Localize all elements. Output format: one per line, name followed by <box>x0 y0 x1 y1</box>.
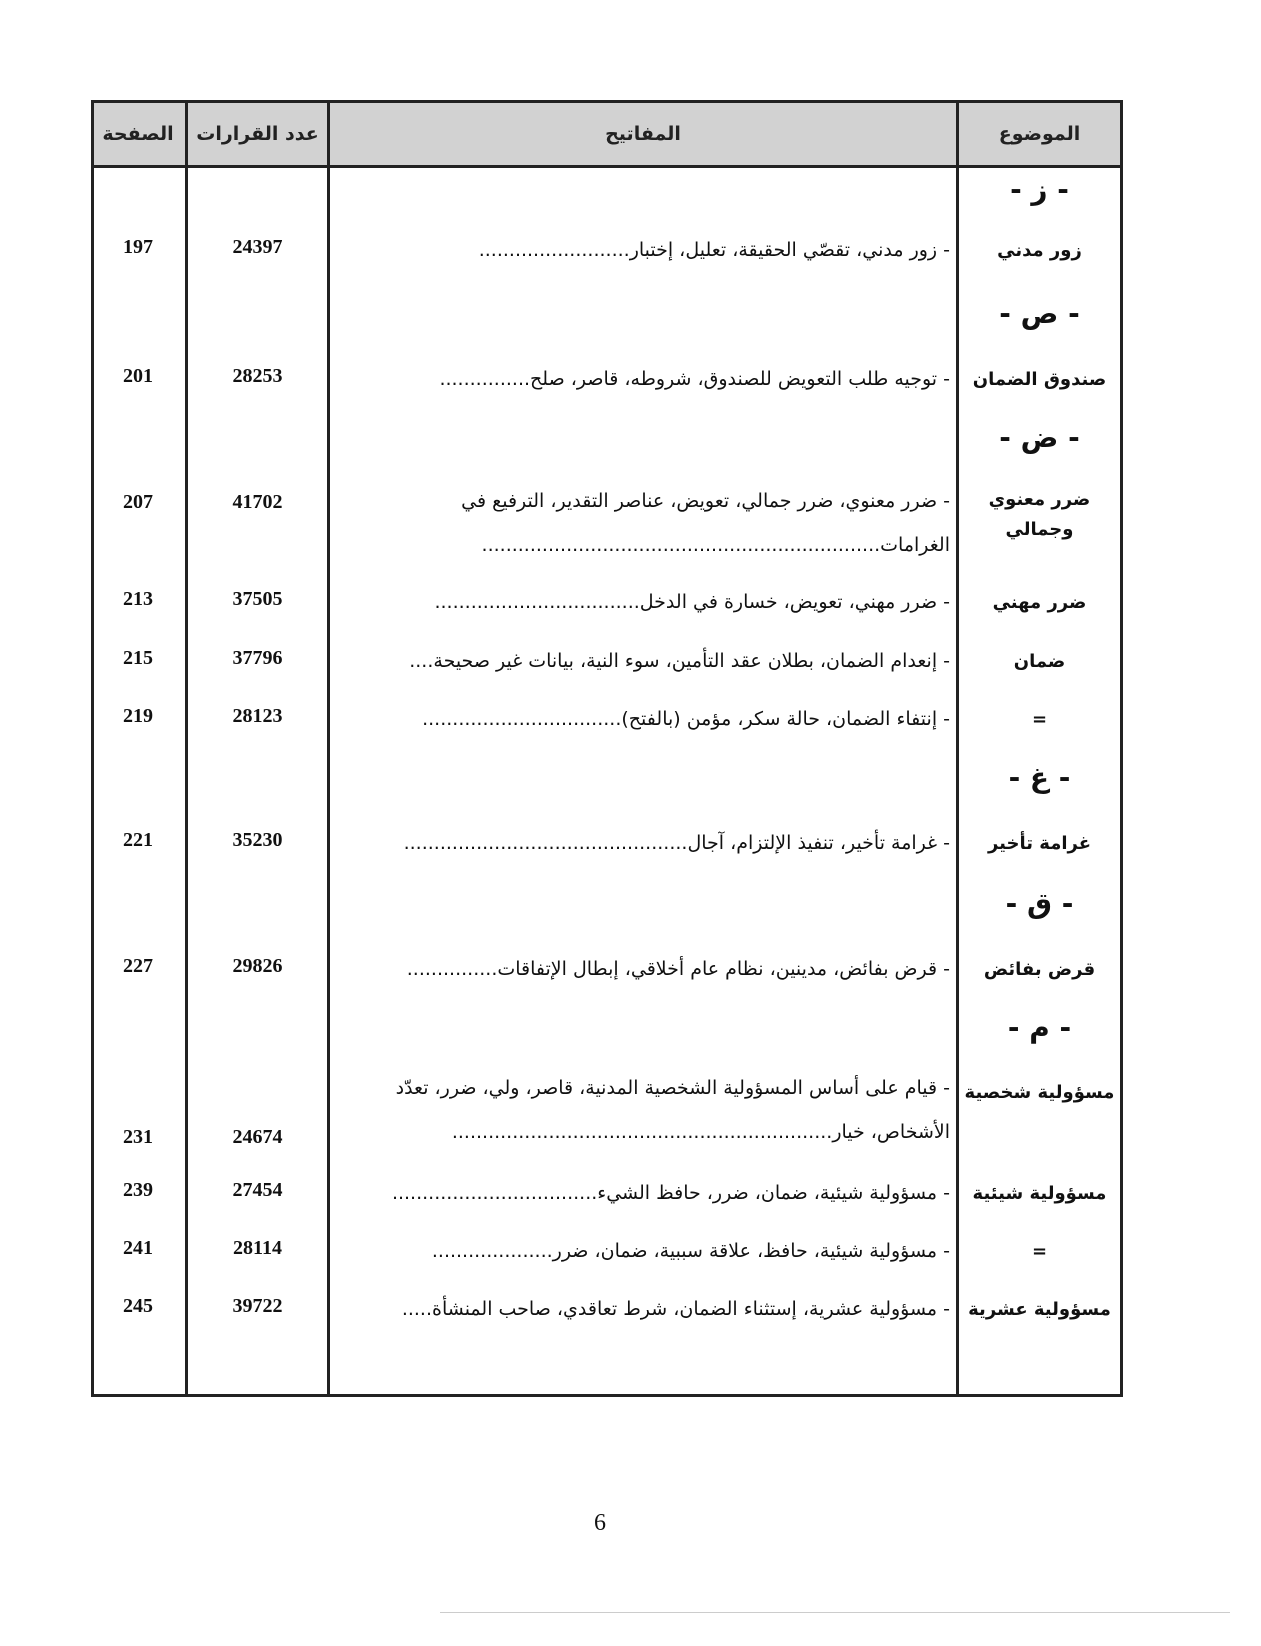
row-subject: غرامة تأخير <box>987 833 1092 854</box>
row-keywords: - توجيه طلب التعويض للصندوق، شروطه، قاصر، صلح............... <box>439 368 950 390</box>
row-page: 213 <box>123 588 153 610</box>
section-letter: - ص - <box>999 297 1080 330</box>
section-letter: - غ - <box>1008 761 1071 794</box>
row-keywords: - غرامة تأخير، تنفيذ الإلتزام، آجال............................................... <box>403 832 950 854</box>
page-number: 6 <box>594 1510 606 1536</box>
row-subject: زور مدني <box>997 240 1082 261</box>
row-page: 227 <box>123 955 153 977</box>
row-subject: = <box>1031 709 1048 730</box>
column-divider <box>327 103 330 1394</box>
row-subject: قرض بفائض <box>983 959 1096 980</box>
row-subject: مسؤولية شيئية <box>972 1183 1107 1204</box>
row-keywords: - زور مدني، تقصّي الحقيقة، تعليل، إختبار......................... <box>478 239 950 261</box>
row-page: 197 <box>123 236 153 258</box>
header-keywords: المفاتيح <box>605 123 681 145</box>
header-decisions: عدد القرارات <box>196 123 319 145</box>
row-keywords: - مسؤولية شيئية، ضمان، ضرر، حافظ الشيء.................................. <box>391 1182 950 1204</box>
section-letter: - م - <box>1007 1011 1072 1044</box>
row-decision-number: 28123 <box>232 705 283 727</box>
row-page: 221 <box>123 829 153 851</box>
row-subject: مسؤولية شخصية <box>964 1082 1115 1103</box>
row-keywords: - مسؤولية شيئية، حافظ، علاقة سببية، ضمان، ضرر.................... <box>431 1240 950 1262</box>
section-letter: - ق - <box>1005 887 1074 920</box>
row-keywords: - إنعدام الضمان، بطلان عقد التأمين، سوء النية، بيانات غير صحيحة.... <box>409 650 950 672</box>
row-subject: ضرر مهني <box>992 592 1087 613</box>
row-subject: صندوق الضمان <box>972 369 1107 390</box>
section-letter: - ض - <box>999 421 1080 454</box>
row-keywords: - قيام على أساس المسؤولية الشخصية المدنية، قاصر، ولي، ضرر، تعدّد الأشخاص، خيار............................................................... <box>395 1077 950 1143</box>
row-page: 207 <box>123 491 153 513</box>
row-page: 245 <box>123 1295 153 1317</box>
row-decision-number: 27454 <box>232 1179 283 1201</box>
row-keywords: - ضرر مهني، تعويض، خسارة في الدخل.................................. <box>434 591 950 613</box>
row-subject: = <box>1031 1241 1048 1262</box>
row-decision-number: 28114 <box>233 1237 282 1259</box>
row-decision-number: 39722 <box>232 1295 283 1317</box>
section-letter: - ز - <box>1010 173 1069 206</box>
row-keywords: - مسؤولية عشرية، إستثناء الضمان، شرط تعاقدي، صاحب المنشأة..... <box>401 1298 950 1320</box>
header-subject: الموضوع <box>998 123 1081 145</box>
row-page: 241 <box>123 1237 153 1259</box>
row-decision-number: 37796 <box>232 647 283 669</box>
row-subject: ضمان <box>1013 651 1066 672</box>
row-decision-number: 35230 <box>232 829 283 851</box>
row-decision-number: 24674 <box>232 1126 283 1148</box>
row-keywords: - ضرر معنوي، ضرر جمالي، تعويض، عناصر التقدير، الترفيع في الغرامات.................................................................. <box>461 490 950 556</box>
row-decision-number: 28253 <box>232 365 283 387</box>
row-decision-number: 37505 <box>232 588 283 610</box>
row-subject: ضرر معنوي وجمالي <box>988 489 1091 540</box>
header-page: الصفحة <box>102 123 174 145</box>
row-page: 219 <box>123 705 153 727</box>
row-keywords: - إنتفاء الضمان، حالة سكر، مؤمن (بالفتح)................................. <box>422 708 950 730</box>
row-decision-number: 24397 <box>232 236 283 258</box>
row-page: 201 <box>123 365 153 387</box>
index-table <box>91 100 1123 1397</box>
row-decision-number: 41702 <box>232 491 283 513</box>
row-decision-number: 29826 <box>232 955 283 977</box>
row-page: 239 <box>123 1179 153 1201</box>
row-keywords: - قرض بفائض، مدينين، نظام عام أخلاقي، إبطال الإتفاقات............... <box>406 958 950 980</box>
row-page: 231 <box>123 1126 153 1148</box>
row-page: 215 <box>123 647 153 669</box>
table-header <box>94 103 1120 168</box>
footer-rule <box>440 1612 1230 1613</box>
row-subject: مسؤولية عشرية <box>968 1299 1111 1320</box>
